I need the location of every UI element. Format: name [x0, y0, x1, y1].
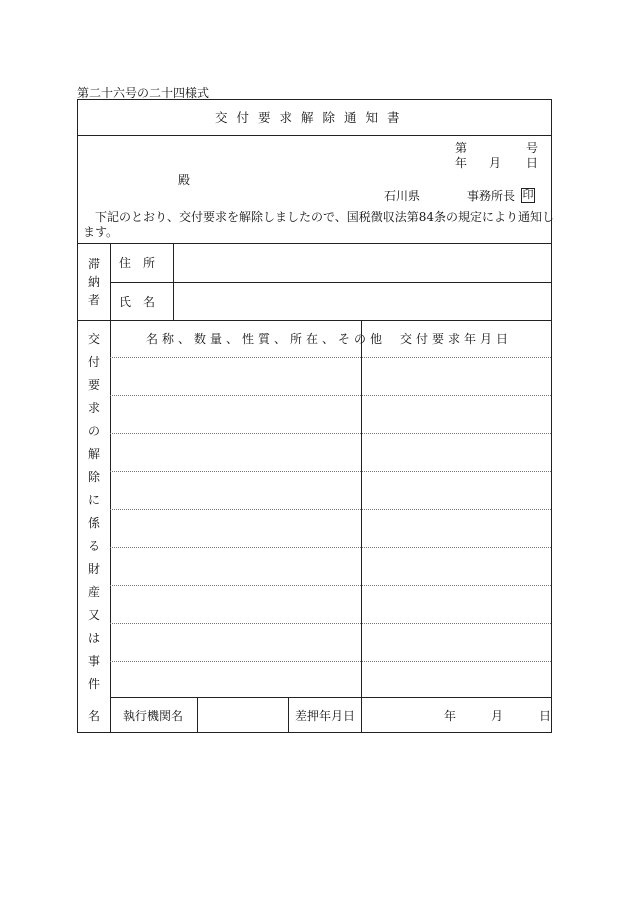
property-row-line: [110, 357, 551, 358]
title-divider: [78, 135, 551, 136]
property-bottom-divider: [110, 697, 551, 698]
date-month-label: 月: [489, 156, 502, 170]
body-text-line-1: 下記のとおり、交付要求を解除しましたので、国税徴収法第84条の規定により通知し: [95, 210, 555, 224]
addressee-suffix: 殿: [178, 173, 191, 187]
property-label-char: 事: [87, 654, 100, 668]
property-label-char: 件: [87, 677, 100, 691]
property-row-line: [110, 661, 551, 662]
property-label-divider: [110, 320, 111, 732]
seizure-month-label: 月: [491, 709, 504, 723]
name-label: 氏 名: [119, 295, 156, 309]
issuer-prefecture: 石川県: [384, 189, 421, 203]
date-day-label: 日: [526, 156, 539, 170]
number-prefix: 第: [455, 141, 468, 155]
property-row-line: [110, 623, 551, 624]
property-label-char: 付: [87, 355, 100, 369]
seizure-day-label: 日: [539, 709, 552, 723]
address-row-divider: [110, 282, 551, 283]
seizure-year-label: 年: [444, 709, 457, 723]
executor-label-divider: [197, 697, 198, 732]
property-label-char: は: [87, 631, 100, 645]
delinquent-divider: [78, 320, 551, 321]
executor-value-divider: [288, 697, 289, 732]
body-text-line-2: ます。: [83, 225, 119, 239]
seizure-date-label: 差押年月日: [295, 709, 356, 723]
property-label-char: 解: [87, 447, 100, 461]
property-label-char: 除: [87, 470, 100, 484]
property-label-char: 交: [87, 332, 100, 346]
number-suffix: 号: [526, 141, 539, 155]
property-label-char: 求: [87, 401, 100, 415]
header-divider: [78, 243, 551, 244]
address-label: 住 所: [119, 256, 156, 270]
property-col2-header: 交付要求年月日: [400, 332, 513, 346]
property-col1-header: 名称、数量、性質、所在、その他: [146, 332, 387, 346]
form-title: 交付要求解除通知書: [215, 110, 409, 125]
property-row-line: [110, 547, 551, 548]
delinquent-label-char: 者: [87, 293, 100, 307]
property-label-char: 産: [87, 585, 100, 599]
property-column-divider: [361, 320, 362, 732]
property-label-char: 要: [87, 378, 100, 392]
form-name: 第二十六号の二十四様式: [77, 86, 210, 100]
notice-form: [77, 99, 555, 733]
property-row-line: [110, 471, 551, 472]
property-label-char: 係: [87, 516, 100, 530]
property-label-char: の: [87, 424, 100, 438]
seal-mark: 印: [522, 188, 534, 201]
property-row-line: [110, 585, 551, 586]
property-label-char: 又: [87, 608, 100, 622]
property-label-char: 財: [87, 562, 100, 576]
issuer-title: 事務所長: [467, 189, 516, 203]
property-label-char: る: [87, 539, 100, 553]
executor-label: 執行機関名: [123, 709, 184, 723]
property-row-line: [110, 433, 551, 434]
property-row-line: [110, 395, 551, 396]
property-row-line: [110, 509, 551, 510]
property-label-char: に: [87, 493, 100, 507]
property-label-char: 名: [87, 709, 100, 723]
delinquent-label-char: 納: [87, 275, 100, 289]
delinquent-label-char: 滞: [87, 257, 100, 271]
date-year-label: 年: [455, 156, 468, 170]
